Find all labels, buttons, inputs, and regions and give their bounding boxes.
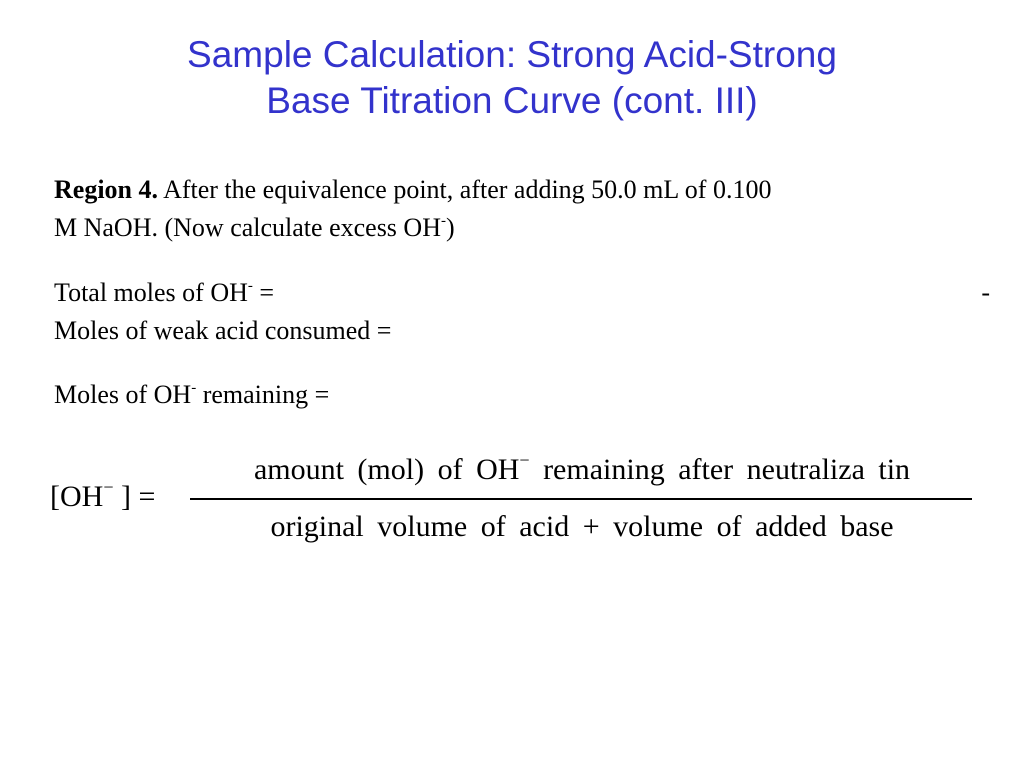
region-text-2b: ) xyxy=(445,213,455,242)
region-label: Region 4. xyxy=(54,175,158,204)
region-line-2 xyxy=(54,209,1004,247)
lhs-b: ] = xyxy=(113,480,156,513)
minus-sign: - xyxy=(981,278,990,307)
num-b: remaining after neutraliza tin xyxy=(529,453,911,486)
moles-paragraph xyxy=(54,274,1004,350)
title-line-2: Base Titration Curve (cont. III) xyxy=(266,80,758,121)
region-paragraph xyxy=(54,171,1004,247)
remaining-paragraph xyxy=(54,376,1004,414)
total-moles-b: = xyxy=(252,278,275,307)
equation-denominator: original volume of acid + volume of added base xyxy=(270,510,894,543)
remaining-a: Moles of OH xyxy=(54,380,192,409)
title-line-1: Sample Calculation: Strong Acid-Strong xyxy=(187,34,837,75)
region-text-2a: M NaOH. (Now calculate excess OH xyxy=(54,213,441,242)
total-moles-line xyxy=(54,274,1004,312)
remaining-b: remaining = xyxy=(196,380,330,409)
num-sup: − xyxy=(519,450,530,470)
region-text-2-sup: - xyxy=(440,213,446,229)
equation-numerator xyxy=(192,450,972,487)
region-line-1 xyxy=(54,171,1004,209)
fraction-bar xyxy=(190,498,972,500)
slide-title xyxy=(40,32,984,124)
remaining-sup: - xyxy=(191,380,197,396)
total-moles-a: Total moles of OH xyxy=(54,278,248,307)
remaining-line xyxy=(54,376,1004,414)
consumed-line: Moles of weak acid consumed = xyxy=(54,316,392,345)
lhs-a: [OH xyxy=(50,480,104,513)
region-text-1: After the equivalence point, after adding 50.0 mL of 0.100 xyxy=(158,175,772,204)
total-moles-sup: - xyxy=(247,278,253,294)
lhs-sup: − xyxy=(103,477,114,497)
hydroxide-equation xyxy=(50,450,980,560)
num-a: amount (mol) of OH xyxy=(253,453,520,486)
equation-lhs xyxy=(50,477,156,514)
